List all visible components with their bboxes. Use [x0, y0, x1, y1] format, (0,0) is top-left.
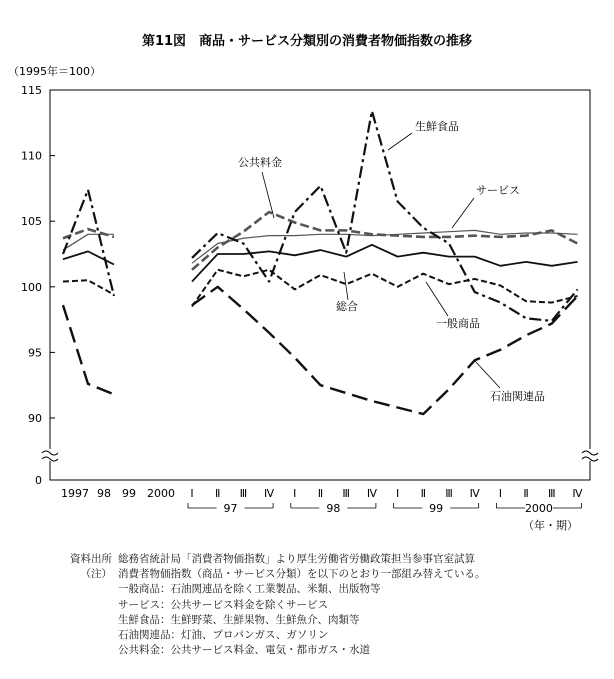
x-tick-label-quarter: Ⅱ [317, 487, 324, 500]
x-tick-label-quarter: Ⅲ [548, 487, 556, 500]
annotation-leader [426, 282, 448, 316]
note-head [52, 628, 118, 643]
x-tick-label-quarter-year: 98 [326, 502, 341, 515]
note-row [52, 628, 486, 643]
note-row [52, 552, 486, 567]
y-tick-label: 105 [21, 215, 42, 229]
series-公共料金 [63, 212, 578, 270]
annotation-label: 一般商品 [436, 317, 480, 330]
x-tick-label-quarter: Ⅱ [420, 487, 427, 500]
x-tick-label-quarter: Ⅰ [190, 487, 194, 500]
x-tick-label-year: 98 [97, 487, 111, 500]
note-head [52, 613, 118, 628]
note-body: 総務省統計局「消費者物価指数」より厚生労働省労働政策担当参事官室試算 [118, 553, 475, 565]
series-line [63, 190, 114, 296]
annotation-label: 公共料金 [238, 156, 282, 169]
y-tick-label: 95 [28, 346, 42, 360]
series-一般商品 [63, 270, 578, 307]
x-tick-label-quarter: Ⅰ [293, 487, 297, 500]
series-line [63, 305, 114, 394]
x-tick-label-quarter: Ⅲ [445, 487, 453, 500]
annotation-label: 生鮮食品 [415, 120, 459, 133]
series-line [63, 280, 114, 294]
x-tick-label-quarter: Ⅰ [395, 487, 400, 500]
series-line [192, 270, 578, 307]
series-layer [63, 111, 578, 414]
series-サービス [63, 230, 578, 263]
note-row [52, 582, 486, 597]
y-tick-label: 115 [21, 84, 42, 97]
x-tick-label-quarter: Ⅳ [572, 487, 583, 500]
note-head: 資料出所 [70, 553, 112, 565]
plot-frame [50, 90, 590, 480]
note-row [52, 643, 486, 658]
annotation-label: 総合 [336, 300, 358, 313]
x-tick-label-quarter-year: 99 [429, 502, 444, 515]
series-line [192, 111, 578, 321]
series-line [192, 245, 578, 282]
y-unit-label: （1995年＝100） [8, 65, 101, 78]
x-axis-unit-label: （年・期） [523, 519, 578, 532]
note-body: 石油関連品：灯油、プロパンガス、ガソリン [118, 629, 329, 642]
x-tick-label-quarter: Ⅳ [469, 487, 480, 500]
note-head [52, 643, 118, 658]
y-tick-label: 100 [21, 280, 42, 294]
x-tick-label-quarter: Ⅳ [366, 487, 377, 500]
note-body: 一般商品：石油関連品を除く工業製品、米類、出版物等 [118, 583, 381, 596]
series-生鮮食品 [63, 111, 578, 321]
y-tick-label: 90 [28, 412, 42, 425]
x-tick-label-quarter: Ⅳ [264, 487, 275, 500]
note-head [52, 582, 118, 597]
annotation-leader [262, 172, 274, 218]
y-tick-label: 110 [21, 149, 42, 163]
note-body: 消費者物価指数（商品・サービス分類）を以下のとおり一部組み替えている。 [118, 568, 486, 581]
source-notes [52, 552, 486, 658]
x-tick-label-year: 2000 [147, 487, 175, 500]
series-line [192, 212, 578, 270]
annotation-leader [388, 133, 412, 150]
x-tick-label-year: 99 [122, 487, 136, 500]
note-body: サービス：公共サービス料金を除くサービス [118, 598, 328, 611]
note-head [52, 598, 118, 613]
x-tick-label-quarter-year: 97 [223, 502, 238, 515]
x-tick-label-quarter: Ⅱ [523, 487, 529, 500]
note-row [52, 567, 486, 582]
chart-title: 第11図 商品・サービス分類別の消費者物価指数の推移 [141, 34, 473, 49]
x-tick-label-quarter: Ⅲ [342, 487, 350, 500]
annotation-leader [474, 360, 500, 388]
note-body: 公共料金：公共サービス料金、電気・都市ガス・水道 [118, 644, 370, 657]
series-annotations [238, 119, 545, 403]
x-tick-label-year: 1997 [61, 487, 89, 500]
y-tick-label: 0 [35, 474, 42, 487]
x-tick-label-quarter: Ⅲ [239, 487, 248, 500]
note-row [52, 613, 486, 628]
annotation-leader [344, 272, 348, 300]
x-tick-label-quarter: Ⅱ [214, 487, 221, 500]
y-axis [21, 84, 598, 487]
note-row [52, 598, 486, 613]
annotation-leader [452, 198, 474, 228]
x-tick-label-quarter: Ⅰ [498, 487, 503, 500]
x-axis [61, 487, 583, 515]
note-body: 生鮮食品：生鮮野菜、生鮮果物、生鮮魚介、肉類等 [118, 613, 360, 626]
x-tick-label-quarter-year: 2000 [524, 502, 553, 515]
annotation-label: サービス [476, 184, 520, 197]
annotation-label: 石油関連品 [490, 390, 545, 403]
note-head: （注） [80, 568, 112, 581]
